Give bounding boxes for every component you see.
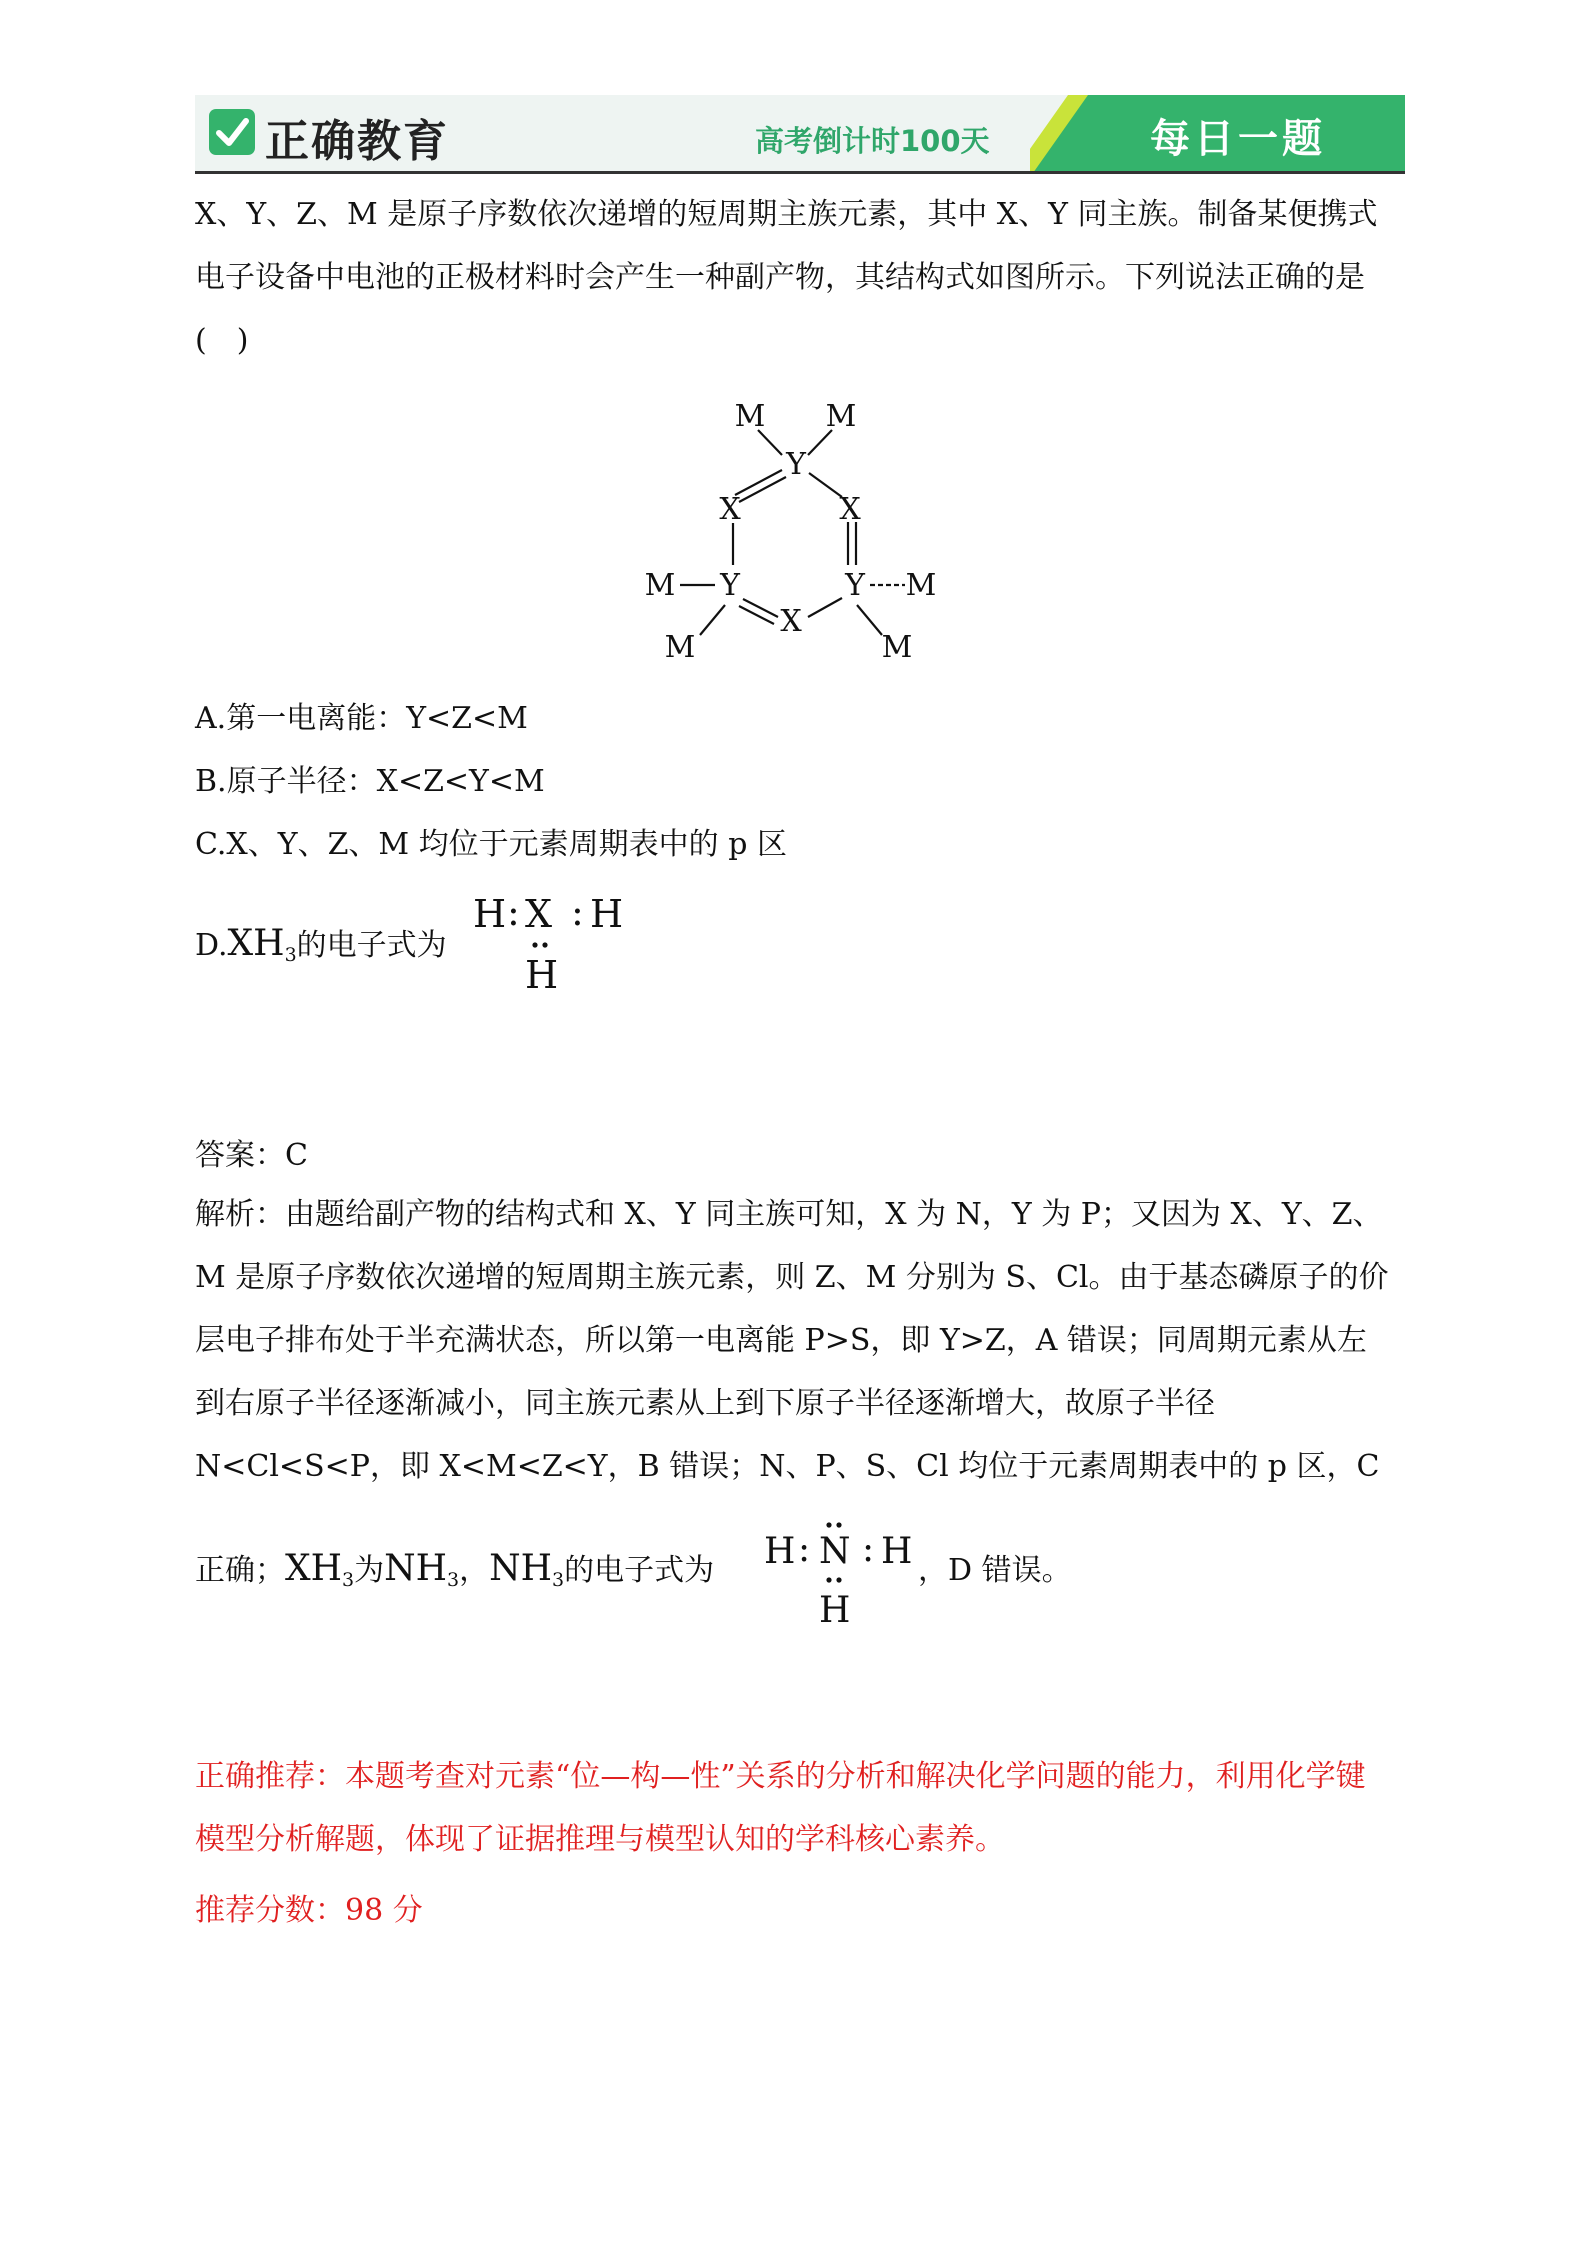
option-b: B.原子半径：X<Z<Y<M — [195, 764, 545, 799]
recommendation-text: 正确推荐：本题考查对元素“位—构—性”关系的分析和解决化学问题的能力，利用化学键模型分析解题，体现了证据推理与模型认知的学科核心素养。 — [195, 1759, 1366, 1857]
atom-label: M — [881, 630, 913, 665]
lewis-atom: H — [590, 892, 624, 936]
text-fragment: ， — [459, 1553, 490, 1588]
atom-label: X — [839, 492, 861, 527]
text-fragment: 为 — [354, 1553, 385, 1588]
lewis-atom: H — [473, 892, 507, 936]
formula-subscript: 3 — [552, 1569, 565, 1591]
atom-label: M — [905, 568, 937, 603]
lewis-atom: H — [764, 1531, 796, 1572]
option-d-suffix: 的电子式为 — [296, 928, 447, 963]
lewis-structure-nh3 — [762, 1515, 917, 1630]
header-divider — [195, 171, 1405, 174]
brand-name: 正确教育 — [265, 116, 449, 167]
option-d — [195, 920, 447, 966]
option-d-prefix: D. — [195, 928, 228, 963]
daily-question-label: 每日一题 — [1150, 116, 1326, 162]
answer-label: 答案：C — [195, 1138, 308, 1173]
lewis-bond: : — [862, 1529, 875, 1570]
check-logo-icon — [209, 109, 255, 155]
text-fragment: 正确； — [195, 1553, 285, 1588]
formula-xh3: XH — [285, 1548, 343, 1589]
lewis-atom: H — [819, 1590, 851, 1630]
countdown-text: 高考倒计时100天 — [755, 124, 990, 158]
lewis-structure-xh3 — [470, 885, 630, 995]
atom-label: M — [734, 399, 766, 434]
atom-label: M — [644, 568, 676, 603]
formula-nh3: NH — [489, 1548, 553, 1589]
structure-diagram — [600, 395, 980, 670]
atom-label: Y — [720, 568, 740, 603]
formula-subscript: 3 — [342, 1569, 355, 1591]
analysis-last-line — [195, 1545, 714, 1591]
option-d-formula: XH — [227, 923, 285, 964]
lewis-atom: N — [819, 1531, 851, 1572]
option-a: A.第一电离能：Y<Z<M — [195, 701, 528, 736]
lewis-atom: H — [881, 1531, 913, 1572]
atom-label: M — [825, 399, 857, 434]
atom-label: M — [664, 630, 696, 665]
lewis-bond: : — [571, 890, 584, 934]
recommend-score: 推荐分数：98 分 — [195, 1893, 423, 1928]
formula-subscript: 3 — [447, 1569, 460, 1591]
lewis-bond: : — [798, 1529, 811, 1570]
analysis-text: 解析：由题给副产物的结构式和 X、Y 同主族可知，X 为 N，Y 为 P；又因为 X、Y、Z、M 是原子序数依次递增的短周期主族元素，则 Z、M 分别为 S、Cl。由于基态磷原子的价层电子排布处于半充满状态，所以第一电离能 P>S，即 Y>Z，A 错误；同周期元素从左到右原子半径逐渐减小，同主族元素从上到下原子半径逐渐增大，故原子半径 N<Cl<S<P，即 X<M<Z<Y，B 错误；N、P、S、Cl 均位于元素周期表中的 p 区，C — [195, 1197, 1389, 1484]
atom-label: Y — [786, 447, 806, 482]
lewis-atom: X — [525, 892, 553, 936]
analysis-ending: ，D 错误。 — [918, 1553, 1072, 1588]
atom-label: Y — [845, 568, 865, 603]
question-stem: X、Y、Z、M 是原子序数依次递增的短周期主族元素，其中 X、Y 同主族。制备某便携式电子设备中电池的正极材料时会产生一种副产物，其结构式如图所示。下列说法正确的是( ) — [195, 197, 1378, 358]
formula-nh3: NH — [384, 1548, 448, 1589]
lewis-bond: : — [507, 890, 520, 934]
text-fragment: 的电子式为 — [564, 1553, 715, 1588]
atom-label: X — [780, 604, 802, 639]
option-d-subscript: 3 — [284, 944, 297, 966]
atom-label: X — [719, 492, 741, 527]
option-c: C.X、Y、Z、M 均位于元素周期表中的 p 区 — [195, 827, 787, 862]
lewis-atom: H — [525, 953, 559, 995]
page-header — [195, 95, 1405, 173]
